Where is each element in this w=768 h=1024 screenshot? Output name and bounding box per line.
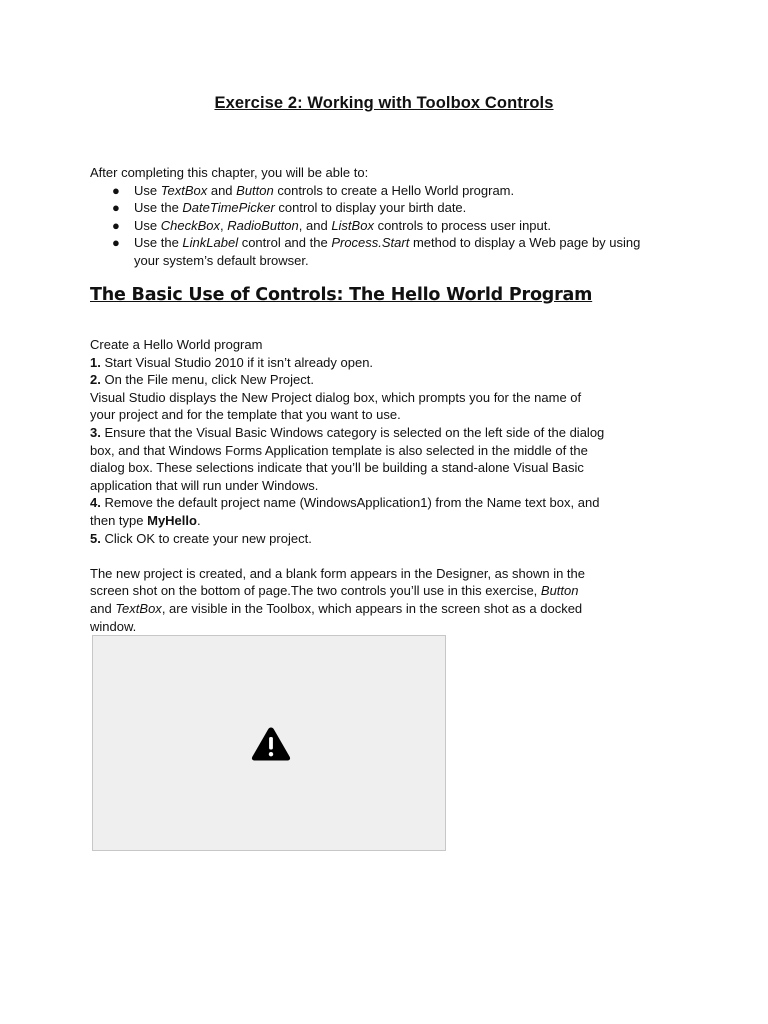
bullet-icon: ● bbox=[112, 200, 120, 216]
step-1: 1. Start Visual Studio 2010 if it isn’t already open. bbox=[90, 354, 374, 370]
bullet-icon: ● bbox=[112, 235, 120, 251]
paragraph-text: screen shot on the bottom of page.The two controls you’ll use in this exercise, Button bbox=[90, 583, 579, 599]
list-item: ● Use the DateTimePicker control to display your birth date. bbox=[112, 200, 467, 216]
list-item: ● Use CheckBox, RadioButton, and ListBox controls to process user input. bbox=[112, 217, 551, 233]
paragraph-text: dialog box. These selections indicate that you’ll be building a stand-alone Visual Basic bbox=[90, 460, 584, 476]
bullet-icon: ● bbox=[112, 217, 120, 233]
step-2: 2. On the File menu, click New Project. bbox=[90, 372, 314, 388]
paragraph-gap bbox=[90, 547, 650, 565]
list-item: ● Use the LinkLabel control and the Process.Start method to display a Web page by using your system’s default browser. bbox=[112, 235, 641, 268]
step-3: 3. Ensure that the Visual Basic Windows category is selected on the left side of the dialog bbox=[90, 424, 605, 440]
objectives-list bbox=[90, 182, 710, 270]
list-item: ● Use TextBox and Button controls to create a Hello World program. bbox=[112, 182, 515, 198]
intro-section bbox=[90, 164, 710, 270]
paragraph-text: your project and for the template that you want to use. bbox=[90, 407, 401, 423]
page-title: Exercise 2: Working with Toolbox Controls bbox=[214, 94, 554, 112]
paragraph-text: then type MyHello. bbox=[90, 512, 201, 528]
paragraph-text: and TextBox, are visible in the Toolbox, which appears in the screen shot as a docked bbox=[90, 600, 583, 616]
section-heading: The Basic Use of Controls: The Hello World Program bbox=[90, 285, 593, 305]
section-lead: Create a Hello World program bbox=[90, 337, 263, 352]
paragraph-text: application that will run under Windows. bbox=[90, 477, 319, 493]
step-5: 5. Click OK to create your new project. bbox=[90, 530, 312, 546]
warning-icon bbox=[251, 726, 291, 762]
paragraph-text: window. bbox=[90, 618, 137, 634]
paragraph-text: The new project is created, and a blank form appears in the Designer, as shown in the bbox=[90, 565, 586, 581]
instructions-body bbox=[90, 336, 650, 635]
step-4: 4. Remove the default project name (WindowsApplication1) from the Name text box, and bbox=[90, 495, 600, 511]
paragraph-text: box, and that Windows Forms Application template is also selected in the middle of the bbox=[90, 442, 588, 458]
intro-lead: After completing this chapter, you will be able to: bbox=[90, 165, 369, 180]
paragraph-text: Visual Studio displays the New Project dialog box, which prompts you for the name of bbox=[90, 389, 582, 405]
broken-image-placeholder bbox=[92, 635, 446, 851]
bullet-icon: ● bbox=[112, 182, 120, 198]
